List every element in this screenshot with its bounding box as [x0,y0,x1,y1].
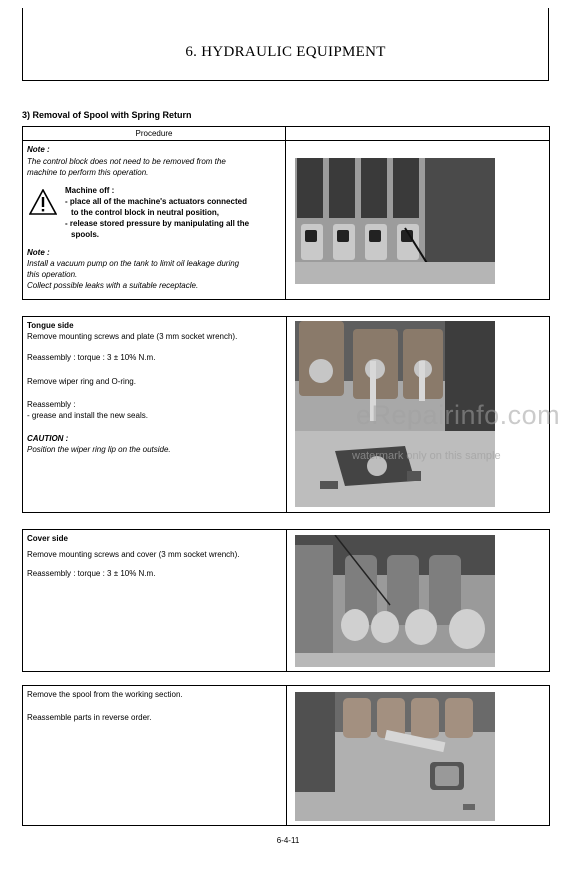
note-line: Collect possible leaks with a suitable receptacle. [27,281,199,290]
caution-text: Position the wiper ring lip on the outside. [27,445,171,454]
cover-step: Remove mounting screws and cover (3 mm socket wrench). [27,550,240,559]
caution-label: CAUTION : [27,434,69,443]
chapter-header [22,8,549,81]
section-heading: 3) Removal of Spool with Spring Return [22,110,192,120]
chapter-title: 6. HYDRAULIC EQUIPMENT [185,44,386,60]
spool-step: Remove the spool from the working section. [27,690,183,699]
machine-off-label: Machine off : [65,186,115,195]
machine-off-line: spools. [71,230,100,239]
column-divider [286,530,287,671]
machine-off-line: to the control block in neutral position, [71,208,219,217]
tongue-step: Reassembly : [27,400,76,409]
column-divider [286,317,287,512]
tongue-step: Reassembly : torque : 3 ± 10% N.m. [27,353,156,362]
note-line: The control block does not need to be removed from the [27,157,226,166]
note-label: Note : [27,248,50,257]
note-line: machine to perform this operation. [27,168,149,177]
cover-step: Reassembly : torque : 3 ± 10% N.m. [27,569,156,578]
machine-off-line: - place all of the machine's actuators connected [65,197,247,206]
note-line: Install a vacuum pump on the tank to limit oil leakage during [27,259,240,268]
tongue-side-title: Tongue side [27,321,74,330]
spool-step: Reassemble parts in reverse order. [27,713,152,722]
note-label: Note : [27,145,50,154]
note-line: this operation. [27,270,78,279]
watermark-note: watermark only on this sample [352,450,501,462]
tongue-step: - grease and install the new seals. [27,411,148,420]
watermark-site: eRepairinfo.com [356,400,561,430]
warning-icon [29,189,57,215]
column-divider [286,686,287,825]
procedure-column-header: Procedure [23,127,286,141]
tongue-step: Remove wiper ring and O-ring. [27,377,136,386]
spool-photo [295,692,495,821]
cover-side-photo [295,535,495,667]
page-number: 6-4-11 [276,836,300,845]
tongue-step: Remove mounting screws and plate (3 mm socket wrench). [27,332,238,341]
machine-off-line: - release stored pressure by manipulating all the [65,219,250,228]
photo-column-header [286,127,549,141]
procedure-text-cell [23,141,286,299]
cover-side-title: Cover side [27,534,68,543]
control-block-photo [295,158,495,284]
